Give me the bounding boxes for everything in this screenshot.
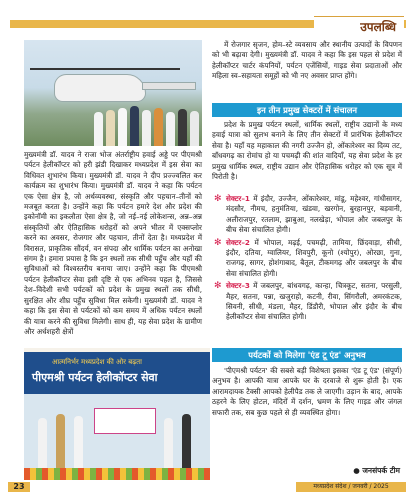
- event-banner: [24, 352, 210, 394]
- person-figure: [118, 108, 127, 146]
- flower-decoration: [24, 468, 210, 480]
- flower-bullet-icon: ✻: [214, 281, 222, 292]
- list-item: [212, 281, 402, 323]
- sector-label: सेक्टर–3: [226, 281, 250, 291]
- launch-event-photo: [24, 348, 210, 480]
- person-figure: [38, 418, 47, 468]
- helicopter-rotor: [30, 68, 180, 70]
- flower-bullet-icon: ✻: [214, 194, 222, 204]
- page-number: 23: [8, 482, 30, 492]
- list-item: [212, 238, 402, 280]
- experience-text: 'पीएमश्री पर्यटन' की सबसे बड़ी विशेषता इसका 'एंड टू एंड' (संपूर्ण) अनुभव है। आपकी यात्रा आपके घर के दरवाजे से शुरू होती है। एक आरामदायक टैक्सी आपको हेलीपैड तक ले जाएगी। उड़ान के बाद, आपके ठहरने के लिए होटल, मंदिरों में दर्शन, भ्रमण के लिए गाइड और जंगल सफारी तक, सब कुछ पहले से ही व्यवस्थित होगा।: [212, 366, 402, 417]
- right-body-text-1: में रोजगार सृजन, होम–स्टे व्यवसाय और स्थानीय उत्पादों के विपणन को भी बढ़ावा देगी। मुख्यमंत्री डॉ. यादव ने कहा कि इस पहल से प्रदेश में हेलीकॉप्टर चार्टर कंपनियों, पर्यटन एजेंसियों, गाइड सेवा प्रदाताओं और महिला स्व–सहायता समूहों को भी नए अवसर प्राप्त होंगे।: [212, 40, 402, 81]
- section-heading-sectors: इन तीन प्रमुख सेक्टरों में संचालन: [212, 103, 402, 117]
- dignitaries-group: [94, 100, 202, 146]
- helicopter-body: [54, 74, 146, 102]
- person-figure: [164, 418, 173, 468]
- person-figure: [94, 112, 103, 146]
- person-figure: [178, 109, 187, 146]
- person-figure: [142, 110, 151, 146]
- banner-title: पीएमश्री पर्यटन हेलीकॉप्टर सेवा: [32, 371, 158, 384]
- publication-info: मध्यप्रदेश संदेश / जनवरी / 2025: [296, 482, 406, 492]
- sector-text: में जबलपुर, बांधवगढ़, कान्हा, चित्रकूट, सतना, परसुली, मैहर, सतना, पन्ना, खजुराहो, कटनी, रीवा, सिंगरौली, अमरकंटक, सिवनी, सीधी, मंडला, मैहर, डिंडौरी, भोपाल और इंदौर के बीच हेलीकॉप्टर सेवा संचालित होगी।: [226, 281, 402, 322]
- person-figure: [154, 108, 163, 146]
- sector-label: सेक्टर–1: [226, 194, 250, 203]
- person-figure: [166, 112, 175, 146]
- person-figure: [56, 414, 65, 468]
- sector-text: में इंदौर, उज्जैन, ओंकारेश्वर, मांडू, महेश्वर, गांधीसागर, मंदसौर, नीमच, हनुमंतिया, खंडवा, खरगोन, बुरहानपुर, बड़वानी, अलीराजपुर, रतलाम, झाबुआ, नलखेड़ा, भोपाल और जबलपुर के बीच सेवा संचालित होगी।: [226, 194, 402, 235]
- section-heading-experience: पर्यटकों को मिलेगा 'एंड टू एंड' अनुभव: [212, 348, 402, 362]
- sector-list: [212, 194, 402, 325]
- ceremonial-board: [94, 408, 156, 434]
- sector-text: में भोपाल, मढ़ई, पचमढ़ी, तामिया, छिंदवाड़ा, सीधी, इंदौर, दतिया, ग्वालियर, शिवपुरी, कूनो (श्योपुर), ओरछा, गुना, राजगढ़, सागर, होशंगाबाद, बैतूल, टीकमगढ़ और जबलपुर के बीच सेवा संचालित होगी।: [226, 237, 402, 278]
- person-figure: [182, 414, 191, 468]
- banner-subtitle: आत्मनिर्भर मध्यप्रदेश की ओर बढ़ता: [52, 358, 142, 366]
- helicopter-photo: [24, 40, 202, 146]
- person-figure: [130, 106, 139, 146]
- helicopter-tail: [142, 82, 196, 90]
- section-title: उपलब्धि: [360, 20, 396, 34]
- author-credit: ● जनसंपर्क टीम: [353, 466, 400, 475]
- person-figure: [190, 111, 199, 146]
- person-figure: [106, 110, 115, 146]
- sector-label: सेक्टर–2: [226, 237, 250, 247]
- sectors-intro-text: प्रदेश के प्रमुख पर्यटन स्थलों, धार्मिक स्थलों, राष्ट्रीय उद्यानों के मध्य हवाई यात्रा को सुलभ बनाने के लिए तीन सेक्टरों में प्रारंभिक हेलीकॉप्टर सेवा है। यहाँ यह महाकाल की नगरी उज्जैन हो, ओंकारेश्वर का दिव्य तट, बाँधवगढ़ का रोमांच हो या पचमढ़ी की शांत वादियाँ, यह सेवा प्रदेश के हर प्रमुख धार्मिक स्थल, राष्ट्रीय उद्यान और ऐतिहासिक धरोहर को एक सूत्र में पिरोती है।: [212, 120, 402, 182]
- list-item: [212, 194, 402, 236]
- person-figure: [74, 416, 83, 468]
- left-body-text: मुख्यमंत्री डॉ. यादव ने राजा भोज अंतर्राष्ट्रीय हवाई अड्डे पर पीएमश्री पर्यटन हेलीकॉप्टर को हरी झंडी दिखाकर मध्यप्रदेश में इस सेवा का विधिवत शुभारंभ किया। मुख्यमंत्री डॉ. यादव ने दीप प्रज्ज्वलित कर कार्यक्रम का शुभारंभ किया। मुख्यमंत्री डॉ. यादव ने कहा कि पर्यटन एक ऐसा क्षेत्र है, जो अर्थव्यवस्था, संस्कृति और पहचान–तीनों को मजबूत करता है। उन्होंने कहा कि पर्यटन हमारे देश और प्रदेश की इकोनॉमी का इकलौता ऐसा क्षेत्र है, जो नई–नई लोकेशन्स, अन्न–अन्न संस्कृतियों और ऐतिहासिक धरोहरों को अपने भीतर में एक्सप्लोर करने का अवसर, रोजगार और पहचान, तीनों देता है। मध्यप्रदेश में विरासत, प्राकृतिक सौंदर्य, वन संपदा और धार्मिक पर्यटन का अनोखा संगम है। हमारा प्रयास है कि इन स्थलों तक सीधी पहुँच और यहाँ की सुविधाओं को विश्वस्तरीय बनाया जाए। उन्होंने कहा कि पीएमश्री पर्यटन हेलीकॉप्टर सेवा इसी दृष्टि से एक अभिनव पहल है, जिससे देश–विदेशी सभी पर्यटकों को प्रदेश के प्रमुख स्थलों तक सीधी, सुरक्षित और शीघ्र पहुँच सुविधा मिल सकेगी। मुख्यमंत्री डॉ. यादव ने कहा कि इस सेवा से पर्यटकों को कम समय में अधिक पर्यटन स्थलों की यात्रा करने की सुविधा मिलेगी। साथ ही, यह सेवा प्रदेश के ग्रामीण और अर्धशहरी क्षेत्रों: [24, 150, 202, 336]
- flower-bullet-icon: ✻: [214, 237, 222, 248]
